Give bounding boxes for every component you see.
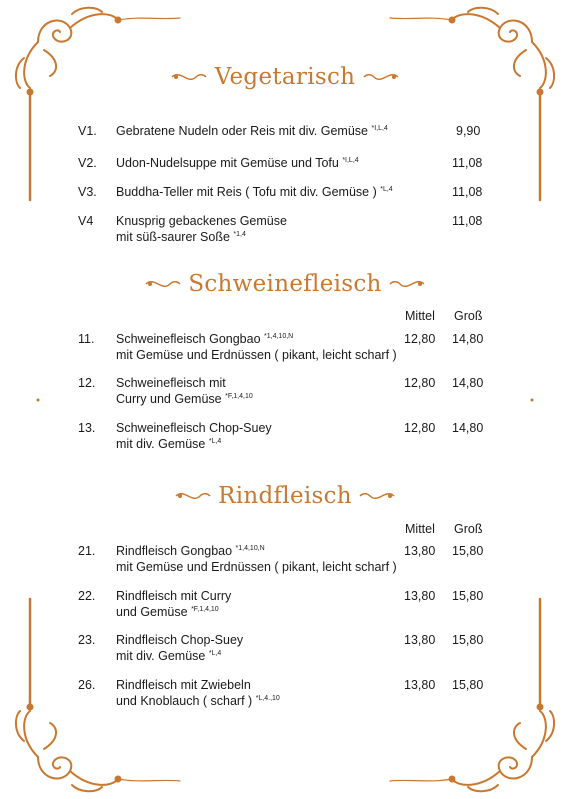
item-number: V3.: [78, 185, 97, 199]
allergen-codes: *F,1,4,10: [191, 605, 219, 613]
frame-dot: [531, 399, 534, 402]
allergen-codes: *L,4: [208, 437, 222, 445]
allergen-codes: *I,L,4: [371, 124, 388, 132]
title-flourish-icon: [356, 486, 396, 506]
item-number: V2.: [78, 156, 97, 170]
allergen-codes: *L,4: [380, 185, 393, 193]
item-name: Rindfleisch mit Zwiebeln und Knoblauch ( scharf ) $^{*L,4.,10}$: [116, 678, 280, 708]
item-name: Schweinefleisch mit Curry und Gemüse $^{*F,1,4,10}$: [116, 376, 253, 406]
item-price: 11,08: [452, 156, 483, 170]
item-number: 13.: [78, 421, 96, 435]
item-price: 11,08: [452, 185, 483, 199]
title-flourish-icon: [174, 486, 214, 506]
allergen-codes: *F,1,4,10: [225, 392, 253, 400]
column-header-gross: Groß: [454, 522, 483, 536]
item-name: Buddha-Teller mit Reis ( Tofu mit div. Gemüse ) $^{*L,4}$: [116, 185, 393, 199]
item-name: Schweinefleisch Gongbao $^{*1,4,10,N}$ mit Gemüse und Erdnüssen ( pikant, leicht scharf ): [116, 332, 397, 362]
item-price-mittel: 13,80: [404, 544, 436, 558]
item-name: Knusprig gebackenes Gemüse mit süß-saurer Soße $^{*1,4}$: [116, 214, 287, 244]
title-flourish-icon: [360, 67, 400, 87]
item-number: 22.: [78, 589, 96, 603]
item-price: 9,90: [456, 124, 481, 138]
item-number: 26.: [78, 678, 96, 692]
section-heading: Rindfleisch: [218, 483, 352, 509]
item-price-gross: 15,80: [452, 589, 484, 603]
item-number: V4: [78, 214, 94, 228]
corner-scroll-icon: [390, 8, 554, 200]
column-header-mittel: Mittel: [405, 522, 435, 536]
allergen-codes: *L,4.,10: [255, 694, 280, 702]
title-flourish-icon: [386, 274, 426, 294]
section-heading: Schweinefleisch: [188, 271, 382, 297]
item-number: 21.: [78, 544, 96, 558]
item-price-gross: 15,80: [452, 633, 484, 647]
allergen-codes: *1,4: [233, 230, 246, 238]
title-flourish-icon: [144, 274, 184, 294]
item-price-mittel: 12,80: [404, 332, 436, 346]
item-price: 11,08: [452, 214, 483, 228]
item-name: Gebratene Nudeln oder Reis mit div. Gemüse $^{*I,L,4}$: [116, 124, 388, 138]
allergen-codes: *1,4,10,N: [264, 332, 294, 340]
corner-scroll-icon: [390, 599, 554, 791]
item-name: Schweinefleisch Chop-Suey mit div. Gemüse $^{*L,4}$: [116, 421, 272, 451]
item-number: 23.: [78, 633, 96, 647]
item-name: Rindfleisch mit Curry und Gemüse $^{*F,1,4,10}$: [116, 589, 232, 619]
item-price-mittel: 13,80: [404, 678, 436, 692]
section-title-schweinefleisch: [0, 271, 570, 297]
item-number: 12.: [78, 376, 96, 390]
section-title-rindfleisch: [0, 483, 570, 509]
item-name: Rindfleisch Gongbao $^{*1,4,10,N}$ mit Gemüse und Erdnüssen ( pikant, leicht scharf ): [116, 544, 397, 574]
item-number: 11.: [78, 332, 95, 346]
allergen-codes: *1,4,10,N: [235, 544, 265, 552]
column-header-mittel: Mittel: [405, 309, 435, 323]
column-header-gross: Groß: [454, 309, 483, 323]
item-name: Rindfleisch Chop-Suey mit div. Gemüse $^{*L,4}$: [116, 633, 244, 663]
corner-scroll-icon: [16, 8, 180, 200]
item-price-mittel: 13,80: [404, 633, 436, 647]
section-title-vegetarisch: [0, 64, 570, 90]
item-name: Udon-Nudelsuppe mit Gemüse und Tofu $^{*I,L,4}$: [116, 156, 359, 170]
item-price-gross: 15,80: [452, 544, 484, 558]
allergen-codes: *I,L,4: [342, 156, 359, 164]
frame-dot: [37, 399, 40, 402]
item-price-mittel: 13,80: [404, 589, 436, 603]
title-flourish-icon: [170, 67, 210, 87]
item-price-mittel: 12,80: [404, 376, 436, 390]
allergen-codes: *L,4: [208, 649, 222, 657]
item-price-gross: 14,80: [452, 332, 484, 346]
item-price-gross: 15,80: [452, 678, 484, 692]
item-number: V1.: [78, 124, 97, 138]
section-heading: Vegetarisch: [214, 64, 356, 90]
item-price-mittel: 12,80: [404, 421, 436, 435]
item-price-gross: 14,80: [452, 421, 484, 435]
item-price-gross: 14,80: [452, 376, 484, 390]
